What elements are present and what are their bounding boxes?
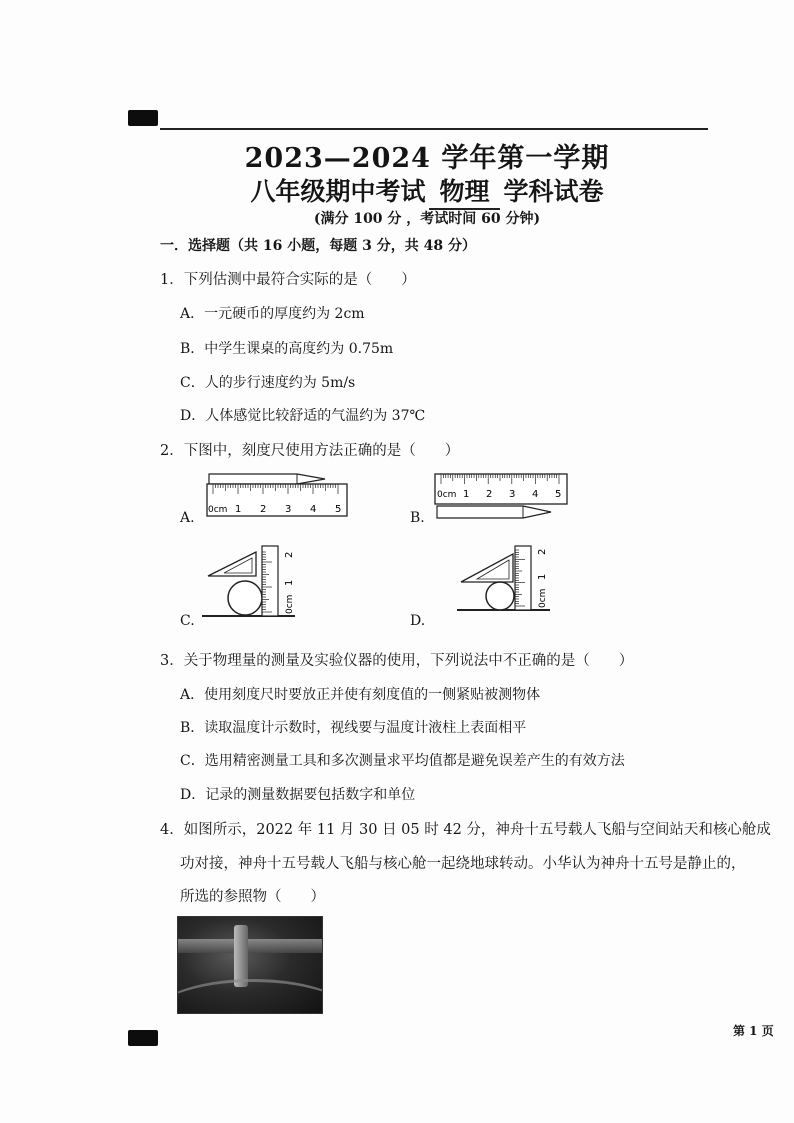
tick-label-2: 2 <box>486 489 493 500</box>
question-4-line-2: 功对接，神舟十五号载人飞船与核心舱一起绕地球转动。小华认为神舟十五号是静止的， <box>180 856 746 872</box>
tick-label-4: 4 <box>532 489 539 500</box>
tick-label-3: 3 <box>285 504 292 515</box>
question-3-option-c: C．选用精密测量工具和多次测量求平均值都是避免误差产生的有效方法 <box>180 753 625 769</box>
question-3-stem: 3．关于物理量的测量及实验仪器的使用，下列说法中不正确的是（ ） <box>160 653 634 669</box>
tick-label-5: 5 <box>555 489 562 500</box>
question-1-option-c: C．人的步行速度约为 5m/s <box>180 375 356 391</box>
question-1-option-b: B．中学生课桌的高度约为 0.75m <box>180 341 394 357</box>
pencil-body <box>437 506 551 518</box>
section-title: 一．选择题（共 16 小题，每题 3 分，共 48 分） <box>160 238 476 254</box>
tick-label-1: 1 <box>537 573 548 580</box>
tick-label-3: 3 <box>509 489 516 500</box>
header-rule <box>160 128 708 130</box>
tick-label-0cm: 0cm <box>208 505 228 515</box>
ruler-body <box>207 484 347 516</box>
set-square <box>461 554 513 582</box>
figure-a-label: A. <box>180 510 195 526</box>
tick-label-0cm: 0cm <box>538 588 548 608</box>
tick-label-1: 1 <box>235 504 242 515</box>
question-1-option-a: A．一元硬币的厚度约为 2cm <box>180 306 365 322</box>
subtitle-suffix: 学科试卷 <box>503 177 604 206</box>
exam-info: (满分 100 分 ，考试时间 60 分钟) <box>313 211 541 227</box>
registration-mark-top <box>128 110 158 126</box>
vertical-ruler <box>262 546 278 616</box>
tick-label-0cm: 0cm <box>437 490 457 500</box>
exam-title: 2023—2024 学年第一学期 <box>244 143 610 174</box>
figure-d-ball-diagram <box>455 540 565 625</box>
tick-label-0cm: 0cm <box>285 594 295 614</box>
question-3-option-d: D．记录的测量数据要包括数字和单位 <box>180 787 416 803</box>
tick-label-2: 2 <box>284 551 295 558</box>
subject-name: 物理 <box>429 172 499 210</box>
question-3-option-b: B．读取温度计示数时，视线要与温度计液柱上表面相平 <box>180 720 527 736</box>
exam-subtitle <box>0 172 794 210</box>
figure-c-ball-diagram <box>200 540 310 625</box>
ball <box>228 581 262 615</box>
space-station-photo <box>177 916 323 1014</box>
question-2-stem: 2．下图中，刻度尺使用方法正确的是（ ） <box>160 443 460 459</box>
tick-label-4: 4 <box>310 504 317 515</box>
figure-a-ruler-diagram <box>205 470 350 522</box>
figure-d-label: D. <box>410 613 426 629</box>
figure-c-label: C. <box>180 613 195 629</box>
tick-label-1: 1 <box>284 579 295 586</box>
tick-label-2: 2 <box>260 504 267 515</box>
page-number: 第 1 页 <box>733 1024 774 1038</box>
question-4-line-3: 所选的参照物（ ） <box>180 889 325 905</box>
figure-b-ruler-diagram <box>433 470 573 522</box>
question-1-stem: 1．下列估测中最符合实际的是（ ） <box>160 272 416 288</box>
tick-label-1: 1 <box>463 489 470 500</box>
station-module-beam <box>178 939 322 953</box>
registration-mark-bottom <box>128 1030 158 1046</box>
tick-label-5: 5 <box>335 504 342 515</box>
subtitle-prefix: 八年级期中考试 <box>250 177 426 206</box>
spacecraft-module <box>234 925 248 987</box>
question-1-option-d: D．人体感觉比较舒适的气温约为 37℃ <box>180 408 426 424</box>
pencil-body <box>209 474 325 484</box>
question-3-option-a: A．使用刻度尺时要放正并使有刻度值的一侧紧贴被测物体 <box>180 687 541 703</box>
question-4-line-1: 4．如图所示，2022 年 11 月 30 日 05 时 42 分，神舟十五号载人飞船与空间站天和核心舱成 <box>160 822 771 838</box>
set-square <box>208 552 256 576</box>
earth-horizon <box>177 979 323 1014</box>
ball <box>486 582 514 610</box>
figure-b-label: B. <box>410 510 425 526</box>
tick-label-2: 2 <box>537 548 548 555</box>
